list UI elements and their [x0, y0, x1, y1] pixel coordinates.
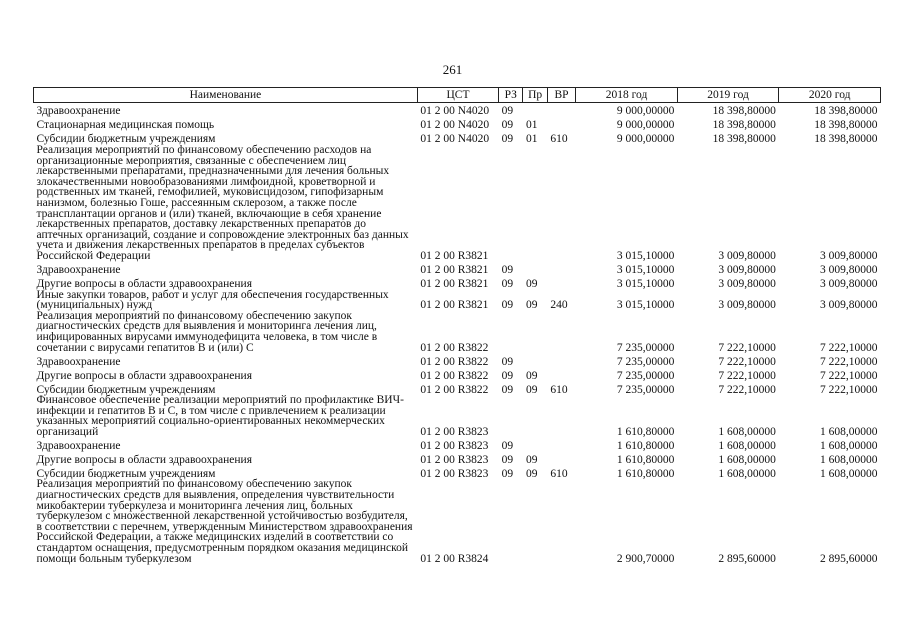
cell-2018: 7 235,00000 — [616, 341, 675, 354]
cell-pr: 09 — [525, 369, 538, 382]
header-cst: ЦСТ — [417, 88, 498, 103]
cell-vr — [547, 145, 575, 262]
header-vr: ВР — [547, 88, 575, 103]
table-row — [34, 145, 881, 262]
cell-cst: 01 2 00 R3822 — [420, 369, 489, 382]
table-row — [34, 479, 881, 564]
cell-cst: 01 2 00 R3822 — [420, 341, 489, 354]
cell-cst: 01 2 00 R3822 — [420, 355, 489, 368]
table-row — [34, 276, 881, 290]
header-name: Наименование — [34, 88, 418, 103]
table-row — [34, 290, 881, 311]
cell-2019: 18 398,80000 — [712, 119, 776, 132]
cell-pr: 09 — [525, 299, 538, 312]
cell-vr — [547, 262, 575, 276]
table-row — [34, 437, 881, 451]
cell-cst: 01 2 00 R3822 — [420, 383, 489, 396]
cell-2020: 7 222,10000 — [820, 355, 878, 368]
cell-2020: 3 009,80000 — [820, 299, 878, 312]
cell-2018: 1 610,80000 — [616, 439, 675, 452]
cell-rz: 09 — [501, 439, 514, 452]
cell-pr — [523, 145, 547, 262]
cell-2019: 7 222,10000 — [718, 355, 776, 368]
cell-cst: 01 2 00 R3823 — [420, 453, 489, 466]
cell-vr — [547, 311, 575, 353]
cell-pr: 09 — [525, 453, 538, 466]
cell-vr — [547, 276, 575, 290]
cell-2018: 1 610,80000 — [616, 467, 675, 480]
cell-vr — [547, 367, 575, 381]
cell-cst: 01 2 00 N4020 — [420, 119, 490, 132]
cell-pr — [523, 395, 547, 437]
cell-rz: 09 — [501, 119, 514, 132]
cell-vr — [547, 103, 575, 118]
cell-2018: 3 015,10000 — [616, 263, 675, 276]
cell-name: Реализация мероприятий по финансовому обеспечению расходов на организационные мероприятия, связанные с обеспечением лиц лекарственными препаратами, предназначенными для лечения больных злокачественными новообразованиями лимфоидной, кроветворной и родственных им тканей, гемофилией, муковисцидозом, гипофизарным нанизмом, болезнью Гоше, рассеянным склерозом, а также после трансплантации органов и (или) тканей, включающие в себя хранение лекарственных препаратов, доставку лекарственных препаратов до аптечных организаций, создание и сопровождение электронных баз данных учета и движения лекарственных препаратов в пределах субъектов Российской Федерации — [36, 144, 409, 262]
cell-rz — [499, 479, 523, 564]
header-rz: РЗ — [499, 88, 523, 103]
cell-vr: 610 — [550, 467, 568, 480]
cell-rz — [499, 311, 523, 353]
table-row — [34, 367, 881, 381]
table-row — [34, 131, 881, 145]
cell-2018: 9 000,00000 — [616, 119, 675, 132]
cell-pr: 09 — [525, 277, 538, 290]
cell-vr: 610 — [550, 133, 568, 146]
cell-rz: 09 — [501, 467, 514, 480]
table-row — [34, 381, 881, 395]
cell-name: Финансовое обеспечение реализации мероприятий по профилактике ВИЧ-инфекции и гепатитов В и С, в том числе с привлечением к реализации указанных мероприятий социально-ориентированных некоммерческих организаций — [36, 394, 404, 438]
cell-2019: 1 608,00000 — [718, 425, 776, 438]
cell-name: Другие вопросы в области здравоохранения — [36, 453, 252, 466]
cell-pr — [523, 311, 547, 353]
cell-2019: 7 222,10000 — [718, 369, 776, 382]
cell-pr: 01 — [525, 133, 538, 146]
cell-vr: 610 — [550, 383, 568, 396]
cell-2020: 3 009,80000 — [820, 263, 878, 276]
table-header-row — [34, 88, 881, 103]
cell-2018: 9 000,00000 — [616, 105, 675, 118]
cell-pr — [523, 103, 547, 118]
cell-2020: 18 398,80000 — [814, 105, 878, 118]
cell-2020: 18 398,80000 — [814, 119, 878, 132]
cell-vr: 240 — [550, 299, 568, 312]
cell-rz: 09 — [501, 263, 514, 276]
cell-2020: 7 222,10000 — [820, 341, 878, 354]
cell-pr — [523, 262, 547, 276]
cell-rz: 09 — [501, 369, 514, 382]
cell-2020: 18 398,80000 — [814, 133, 878, 146]
cell-2020: 2 895,60000 — [820, 552, 878, 565]
cell-2020: 3 009,80000 — [820, 249, 878, 262]
cell-rz: 09 — [501, 299, 514, 312]
cell-2019: 1 608,00000 — [718, 453, 776, 466]
header-2018: 2018 год — [576, 88, 678, 103]
cell-cst: 01 2 00 R3821 — [420, 263, 489, 276]
cell-rz: 09 — [501, 355, 514, 368]
cell-vr — [547, 451, 575, 465]
header-2019: 2019 год — [677, 88, 779, 103]
cell-name: Другие вопросы в области здравоохранения — [36, 277, 252, 290]
page-number: 261 — [442, 62, 463, 77]
table-row — [34, 353, 881, 367]
cell-name: Субсидии бюджетным учреждениям — [36, 467, 216, 480]
header-2020: 2020 год — [779, 88, 881, 103]
cell-2019: 1 608,00000 — [718, 467, 776, 480]
cell-name: Стационарная медицинская помощь — [36, 119, 215, 132]
cell-cst: 01 2 00 R3823 — [420, 439, 489, 452]
cell-2018: 3 015,10000 — [616, 299, 675, 312]
cell-2019: 18 398,80000 — [712, 133, 776, 146]
table-row — [34, 451, 881, 465]
cell-2018: 1 610,80000 — [616, 425, 675, 438]
header-pr: Пр — [523, 88, 547, 103]
cell-cst: 01 2 00 R3821 — [420, 249, 489, 262]
cell-2018: 7 235,00000 — [616, 355, 675, 368]
cell-rz — [499, 395, 523, 437]
cell-vr — [547, 395, 575, 437]
cell-name: Реализация мероприятий по финансовому обеспечению закупок диагностических средств для выявления, определения чувствительности микобактерии туберкулеза и мониторинга лечения лиц, больных туберкулезом с множественной лекарственной устойчивостью возбудителя, в соответствии с перечнем, утвержденным Министерством здравоохранения Российской Федерации, а также медицинских изделий в соответствии со стандартом оснащения, предусмотренным порядком оказания медицинской помощи больным туберкулезом — [36, 478, 413, 565]
cell-pr: 09 — [525, 467, 538, 480]
cell-2019: 1 608,00000 — [718, 439, 776, 452]
cell-2018: 3 015,10000 — [616, 249, 675, 262]
cell-rz — [499, 145, 523, 262]
cell-name: Здравоохранение — [36, 263, 121, 276]
cell-name: Другие вопросы в области здравоохранения — [36, 369, 252, 382]
cell-cst: 01 2 00 R3821 — [420, 277, 489, 290]
cell-vr — [547, 117, 575, 131]
cell-2018: 7 235,00000 — [616, 369, 675, 382]
cell-pr — [523, 437, 547, 451]
cell-pr: 09 — [525, 383, 538, 396]
cell-name: Иные закупки товаров, работ и услуг для обеспечения государственных (муниципальных) нужд — [36, 288, 389, 312]
cell-vr — [547, 353, 575, 367]
cell-rz: 09 — [501, 453, 514, 466]
table-row — [34, 465, 881, 479]
cell-2020: 1 608,00000 — [820, 425, 878, 438]
cell-vr — [547, 437, 575, 451]
cell-2018: 7 235,00000 — [616, 383, 675, 396]
cell-2018: 3 015,10000 — [616, 277, 675, 290]
cell-2019: 18 398,80000 — [712, 105, 776, 118]
table-row — [34, 311, 881, 353]
cell-2018: 1 610,80000 — [616, 453, 675, 466]
cell-cst: 01 2 00 R3823 — [420, 425, 489, 438]
cell-cst: 01 2 00 R3821 — [420, 299, 489, 312]
cell-cst: 01 2 00 R3823 — [420, 467, 489, 480]
cell-2019: 2 895,60000 — [718, 552, 776, 565]
cell-name: Здравоохранение — [36, 355, 121, 368]
table-row — [34, 262, 881, 276]
cell-cst: 01 2 00 R3824 — [420, 552, 489, 565]
cell-name: Субсидии бюджетным учреждениям — [36, 383, 216, 396]
table-row — [34, 117, 881, 131]
cell-2020: 7 222,10000 — [820, 383, 878, 396]
cell-pr: 01 — [525, 119, 538, 132]
cell-2020: 7 222,10000 — [820, 369, 878, 382]
cell-2018: 9 000,00000 — [616, 133, 675, 146]
cell-2019: 7 222,10000 — [718, 341, 776, 354]
cell-name: Здравоохранение — [36, 439, 121, 452]
table-row — [34, 395, 881, 437]
cell-2020: 1 608,00000 — [820, 453, 878, 466]
cell-pr — [523, 479, 547, 564]
cell-2019: 3 009,80000 — [718, 249, 776, 262]
cell-2020: 1 608,00000 — [820, 439, 878, 452]
cell-2019: 3 009,80000 — [718, 299, 776, 312]
table-row — [34, 103, 881, 118]
cell-rz: 09 — [501, 277, 514, 290]
cell-cst: 01 2 00 N4020 — [420, 105, 490, 118]
cell-name: Реализация мероприятий по финансовому обеспечению закупок диагностических средств для выявления и мониторинга лечения лиц, инфицированных вирусами иммунодефицита человека, в том числе в сочетании с вирусами гепатитов В и (или) С — [36, 309, 378, 354]
budget-table — [33, 87, 881, 564]
cell-2020: 1 608,00000 — [820, 467, 878, 480]
cell-2019: 7 222,10000 — [718, 383, 776, 396]
cell-rz: 09 — [501, 383, 514, 396]
cell-rz: 09 — [501, 133, 514, 146]
cell-name: Здравоохранение — [36, 105, 121, 118]
table-body — [34, 103, 881, 565]
cell-pr — [523, 353, 547, 367]
cell-rz: 09 — [501, 105, 514, 118]
cell-vr — [547, 479, 575, 564]
cell-2020: 3 009,80000 — [820, 277, 878, 290]
cell-2019: 3 009,80000 — [718, 263, 776, 276]
cell-2018: 2 900,70000 — [616, 552, 675, 565]
cell-cst: 01 2 00 N4020 — [420, 133, 490, 146]
cell-2019: 3 009,80000 — [718, 277, 776, 290]
cell-name: Субсидии бюджетным учреждениям — [36, 133, 216, 146]
